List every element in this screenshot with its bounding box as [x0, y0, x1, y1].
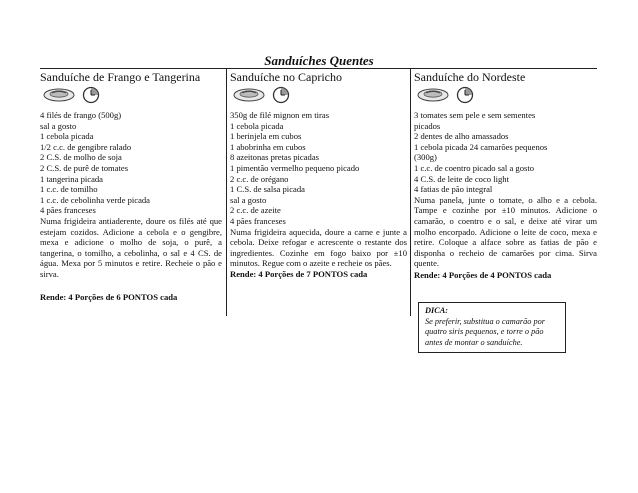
ingredient-item: sal a gosto — [40, 120, 77, 131]
clock-icon — [456, 86, 474, 104]
ingredient-item: 1 c.c. de coentro picado sal a gosto — [414, 162, 535, 173]
method-text: Numa frigideira aquecida, doure a carne e junte a cebola. Deixe refogar e acrescente o restante dos ingredientes. Cozinhe em fogo baixo por ±10 minutos. Regue com o azeite e recheie os pães. — [230, 226, 407, 269]
ingredient-item: 2 c.c. de azeite — [230, 205, 281, 216]
ingredient-item: sal a gosto — [230, 194, 267, 205]
recipe-column-capricho — [230, 70, 407, 280]
ingredient-item: 2 C.S. de molho de soja — [40, 152, 122, 163]
ingredient-item: 8 azeitonas pretas picadas — [230, 152, 320, 163]
plate-icon — [42, 86, 76, 104]
yield-text: Rende: 4 Porções de 4 PONTOS cada — [414, 269, 552, 280]
ingredient-item: 1 c.c. de tomilho — [40, 184, 98, 195]
tip-text: Se preferir, substitua o camarão por quatro siris pequenos, e torre o pão antes de montar o sanduíche. — [425, 316, 545, 347]
ingredient-item: 4 C.S. de leite de coco light — [414, 173, 509, 184]
recipe-icons — [414, 86, 597, 106]
ingredient-item: 1 cebola picada 24 camarões pequenos — [414, 141, 548, 152]
ingredient-item: 2 dentes de alho amassados — [414, 131, 509, 142]
ingredient-item: 350g de filé mignon em tiras — [230, 110, 330, 120]
recipe-title: Sanduíche do Nordeste — [414, 70, 526, 84]
ingredient-item: 4 pães franceses — [40, 205, 96, 216]
method-text: Numa frigideira antiaderente, doure os filés até que estejam cozidos. Adicione a cebola e o gengibre, mexa e adicione o molho de soja, o purê, a tangerina, o tomilho, a cebolinha, o sal e 4 CS. de água. Mexa por 5 minutos e retire. Recheie o pão e sirva. — [40, 215, 222, 279]
recipe-column-nordeste — [414, 70, 597, 281]
plate-icon — [416, 86, 450, 104]
ingredient-item: 4 fatias de pão integral — [414, 184, 493, 195]
ingredient-item: 1 c.c. de cebolinha verde picada — [40, 194, 150, 205]
yield-text: Rende: 4 Porções de 6 PONTOS cada — [40, 291, 178, 302]
recipe-title: Sanduíche no Capricho — [230, 70, 342, 84]
ingredient-item: 2 C.S. de purê de tomates — [40, 162, 129, 173]
recipe-column-frango — [40, 70, 222, 302]
yield-text: Rende: 4 Porções de 7 PONTOS cada — [230, 268, 368, 279]
recipe-title: Sanduíche de Frango e Tangerina — [40, 70, 201, 84]
ingredient-item: picados — [414, 120, 441, 131]
column-divider-2 — [410, 68, 411, 316]
clock-icon — [82, 86, 100, 104]
ingredient-item: 1 tangerina picada — [40, 173, 103, 184]
ingredient-item: 1 berinjela em cubos — [230, 131, 302, 142]
ingredients-list — [40, 110, 222, 216]
ingredient-item: (300g) — [414, 152, 437, 163]
tip-label: DICA: — [425, 306, 449, 315]
ingredient-item: 4 pães franceses — [230, 215, 286, 226]
ingredient-item: 1 cebola picada — [230, 120, 284, 131]
column-divider-1 — [226, 68, 227, 316]
ingredient-item: 1 pimentão vermelho pequeno picado — [230, 162, 360, 173]
method-text: Numa panela, junte o tomate, o alho e a cebola. Tampe e cozinhe por ±10 minutos. Adicione o camarão, o coentro e o sal, e deixe até virar um molho encorpado. Adicione o leite de coco, mexa e retire. Coloque a alface sobre as fatias de pão e disponha o recheio de camarões por cima. Sirva quente. — [414, 194, 597, 269]
ingredient-item: 2 c.c. de orégano — [230, 173, 289, 184]
ingredients-list — [230, 110, 407, 227]
plate-icon — [232, 86, 266, 104]
clock-icon — [272, 86, 290, 104]
recipe-icons — [230, 86, 407, 106]
ingredient-item: 1/2 c.c. de gengibre ralado — [40, 141, 132, 152]
page-title: Sanduíches Quentes — [264, 53, 374, 68]
tip-box — [418, 302, 566, 353]
recipe-icons — [40, 86, 222, 106]
ingredient-item: 4 filés de frango (500g) — [40, 110, 122, 120]
ingredient-item: 3 tomates sem pele e sem sementes — [414, 110, 536, 120]
ingredient-item: 1 C.S. de salsa picada — [230, 184, 305, 195]
ingredients-list — [414, 110, 597, 195]
ingredient-item: 1 abobrinha em cubos — [230, 141, 306, 152]
ingredient-item: 1 cebola picada — [40, 131, 94, 142]
table-top-border — [40, 68, 597, 69]
